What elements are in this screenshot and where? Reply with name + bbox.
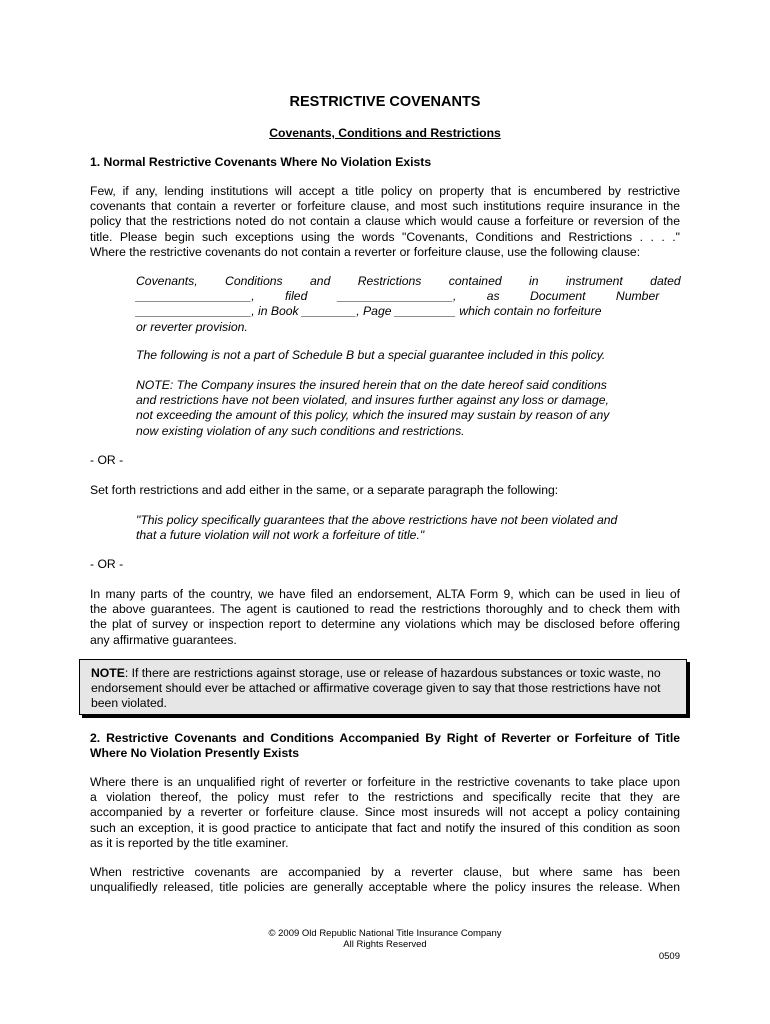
page-subtitle: Covenants, Conditions and Restrictions (269, 126, 501, 140)
note-line: now existing violation of any such conditions and restrictions. (136, 423, 465, 438)
note-box-line (91, 666, 681, 681)
text-line: policy that the restrictions noted do not contain a clause which would cause a forfeiture or reversion of the (90, 214, 680, 229)
section-2-paragraph-2 (90, 865, 680, 895)
quote-line: that a future violation will not work a forfeiture of title." (136, 528, 425, 543)
section-1-paragraph (90, 184, 680, 260)
section-1-heading: 1. Normal Restrictive Covenants Where No Violation Exists (90, 155, 432, 169)
note-line: NOTE: The Company insures the insured herein that on the date hereof said conditions (136, 378, 607, 392)
note-line: and restrictions have not been violated, and insures further against any loss or damage, (136, 393, 609, 408)
set-forth-line: Set forth restrictions and add either in the same, or a separate paragraph the following: (90, 483, 559, 497)
text-line: as it is reported by the title examiner. (90, 835, 289, 850)
footer-page-code: 0509 (658, 951, 680, 962)
company-note (136, 378, 634, 439)
clause-line (136, 274, 681, 289)
text-line: a violation thereof, the policy must refer to the restrictions and specifically recite that they are (90, 790, 680, 805)
clause-line: _________________, filed _________________, as Document Number (136, 289, 660, 304)
note-line: not exceeding the amount of this policy, which the insured may sustain by reason of any (136, 408, 610, 423)
text-line: the plat of survey or inspection report to determine any violations which may be disclosed before offering (90, 617, 680, 632)
special-guarantee-line: The following is not a part of Schedule B but a special guarantee included in this policy. (136, 348, 606, 362)
text-line: Where there is an unqualified right of reverter or forfeiture in the restrictive covenants to take place upon (90, 775, 680, 789)
text-line: Where the restrictive covenants do not contain a reverter or forfeiture clause, use the following clause: (90, 244, 641, 259)
text-line: title. Please begin such exceptions using the words "Covenants, Conditions and Restrictions . . . ." (90, 229, 680, 244)
note-label: NOTE (91, 666, 125, 680)
note-box-line: been violated. (91, 696, 167, 711)
alta-form-paragraph (90, 587, 680, 648)
policy-guarantee-quote (136, 513, 634, 543)
text-line: any affirmative guarantees. (90, 632, 237, 647)
exception-clause (136, 274, 681, 335)
page-title: RESTRICTIVE COVENANTS (289, 94, 481, 110)
text-line: accompanied by a reverter or forfeiture clause. Since most insureds will not accept a policy containing (90, 805, 680, 820)
clause-line: _________________, in Book ________, Page _________ which contain no forfeiture (136, 304, 602, 319)
heading-line: 2. Restrictive Covenants and Conditions Accompanied By Right of Reverter or Forfeiture of Title (90, 731, 680, 745)
text-line: such an exception, it is good practice to anticipate that fact and notify the insured of this condition as soon (90, 820, 680, 835)
text-line: covenants that contain a reverter or forfeiture clause, and most such institutions require insurance in the (90, 199, 680, 214)
text-line: In many parts of the country, we have filed an endorsement, ALTA Form 9, which can be used in lieu of (90, 587, 680, 601)
clause-line-text: Covenants, Conditions and Restrictions contained in instrument dated (136, 274, 681, 288)
footer-rights: All Rights Reserved (343, 939, 427, 950)
note-box-line: endorsement should ever be attached or affirmative coverage given to say that those restrictions have not (91, 681, 661, 696)
text-line: Few, if any, lending institutions will accept a title policy on property that is encumbered by restrictive (90, 184, 680, 198)
text-line: unqualifiedly released, title policies are generally acceptable where the policy insures the release. When (90, 880, 680, 895)
or-separator-2: - OR - (90, 557, 124, 571)
section-2-heading (90, 731, 680, 761)
hazardous-note-text (91, 666, 681, 712)
quote-line: "This policy specifically guarantees that the above restrictions have not been violated and (136, 513, 618, 527)
clause-line: or reverter provision. (136, 319, 248, 334)
footer-copyright: © 2009 Old Republic National Title Insurance Company (268, 928, 502, 939)
note-box-line-rest: : If there are restrictions against storage, use or release of hazardous substances or toxic waste, no (124, 666, 661, 680)
text-line: the above guarantees. The agent is cautioned to read the restrictions thoroughly and to check them with (90, 602, 680, 617)
or-separator-1: - OR - (90, 453, 124, 467)
text-line: When restrictive covenants are accompanied by a reverter clause, but where same has been (90, 865, 680, 879)
heading-line: Where No Violation Presently Exists (90, 746, 300, 761)
section-2-paragraph-1 (90, 775, 680, 851)
